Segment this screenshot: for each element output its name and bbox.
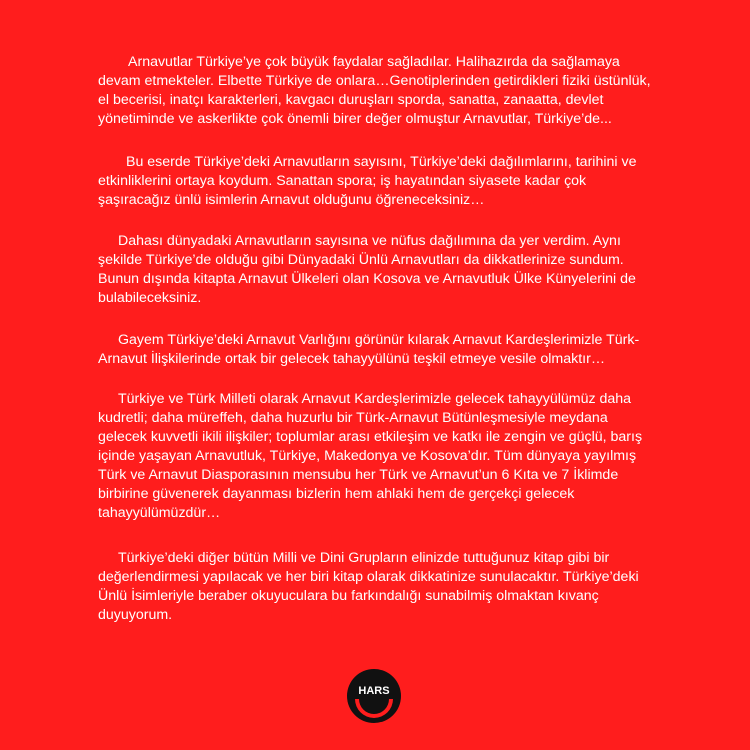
paragraph-line: içinde yaşayan Arnavutluk, Türkiye, Makedonya ve Kosova’dır. Tüm dünyaya yayılmış xyxy=(98,448,637,464)
paragraph-line: bulabileceksiniz. xyxy=(98,290,202,306)
logo-text: HARS xyxy=(358,685,390,697)
paragraph-2 xyxy=(98,153,658,210)
paragraph-line: Bu eserde Türkiye’deki Arnavutların sayısını, Türkiye’deki dağılımlarını, tarihini ve xyxy=(126,154,637,170)
paragraph-line: şaşıracağız ünlü isimlerin Arnavut olduğunu öğreneceksiniz… xyxy=(98,192,485,208)
paragraph-line: el becerisi, inatçı karakterleri, kavgacı duruşları sporda, sanatta, zanaatta, devlet xyxy=(98,92,604,108)
paragraph-6 xyxy=(98,549,658,625)
paragraph-line: Türkiye ve Türk Milleti olarak Arnavut Kardeşlerimizle gelecek tahayyülümüz daha xyxy=(118,391,632,407)
paragraph-line: şekilde Türkiye’de olduğu gibi Dünyadaki Ünlü Arnavutları da dikkatlerinize sundum. xyxy=(98,252,624,268)
paragraph-line: değerlendirmesi yapılacak ve her biri kitap olarak dikkatinize sunulacaktır. Türkiye’deki xyxy=(98,569,639,585)
paragraph-line: kudretli; daha müreffeh, daha huzurlu bir Türk-Arnavut Bütünleşmesiyle meydana xyxy=(98,410,608,426)
paragraph-line: Arnavutlar Türkiye’ye çok büyük faydalar sağladılar. Halihazırda da sağlamaya xyxy=(128,54,620,70)
paragraph-line: birbirine güvenerek dayanması bizlerin hem ahlaki hem de gerçekçi gelecek xyxy=(98,486,575,502)
paragraph-line: etkinliklerini ortaya koydum. Sanattan spora; iş hayatından siyasete kadar çok xyxy=(98,173,587,189)
paragraph-line: gelecek kuvvetli ikili ilişkiler; toplumlar arası etkileşim ve katkı ile zengin ve güçlü, barış xyxy=(98,429,643,445)
paragraph-3 xyxy=(98,232,658,308)
paragraph-1 xyxy=(98,53,658,129)
paragraph-line: Dahası dünyadaki Arnavutların sayısına ve nüfus dağılımına da yer verdim. Aynı xyxy=(118,233,621,249)
paragraph-4 xyxy=(98,331,658,369)
paragraph-line: Bunun dışında kitapta Arnavut Ülkeleri olan Kosova ve Arnavutluk Ülke Künyelerini de xyxy=(98,271,636,287)
paragraph-line: duyuyorum. xyxy=(98,607,173,623)
hars-logo-icon xyxy=(346,668,402,724)
paragraph-line: tahayyülümüzdür… xyxy=(98,505,221,521)
paragraph-line: Gayem Türkiye’deki Arnavut Varlığını görünür kılarak Arnavut Kardeşlerimizle Türk- xyxy=(118,332,640,348)
paragraph-line: Arnavut İlişkilerinde ortak bir gelecek tahayyülünü teşkil etmeye vesile olmaktır… xyxy=(98,351,606,367)
paragraph-line: Türkiye’deki diğer bütün Milli ve Dini Grupların elinizde tuttuğunuz kitap gibi bir xyxy=(118,550,610,566)
paragraph-5 xyxy=(98,390,658,523)
paragraph-line: devam etmekteler. Elbette Türkiye de onlara…Genotiplerinden getirdikleri fiziki üstünlük, xyxy=(98,73,651,89)
paragraph-line: yönetiminde ve askerlikte çok önemli birer değer olmuştur Arnavutlar, Türkiye’de... xyxy=(98,111,612,127)
paragraph-line: Ünlü İsimleriyle beraber okuyuculara bu farkındalığı sunabilmiş olmaktan kıvanç xyxy=(98,588,599,604)
paragraph-line: Türk ve Arnavut Diasporasının mensubu her Türk ve Arnavut’un 6 Kıta ve 7 İklimde xyxy=(98,467,619,483)
